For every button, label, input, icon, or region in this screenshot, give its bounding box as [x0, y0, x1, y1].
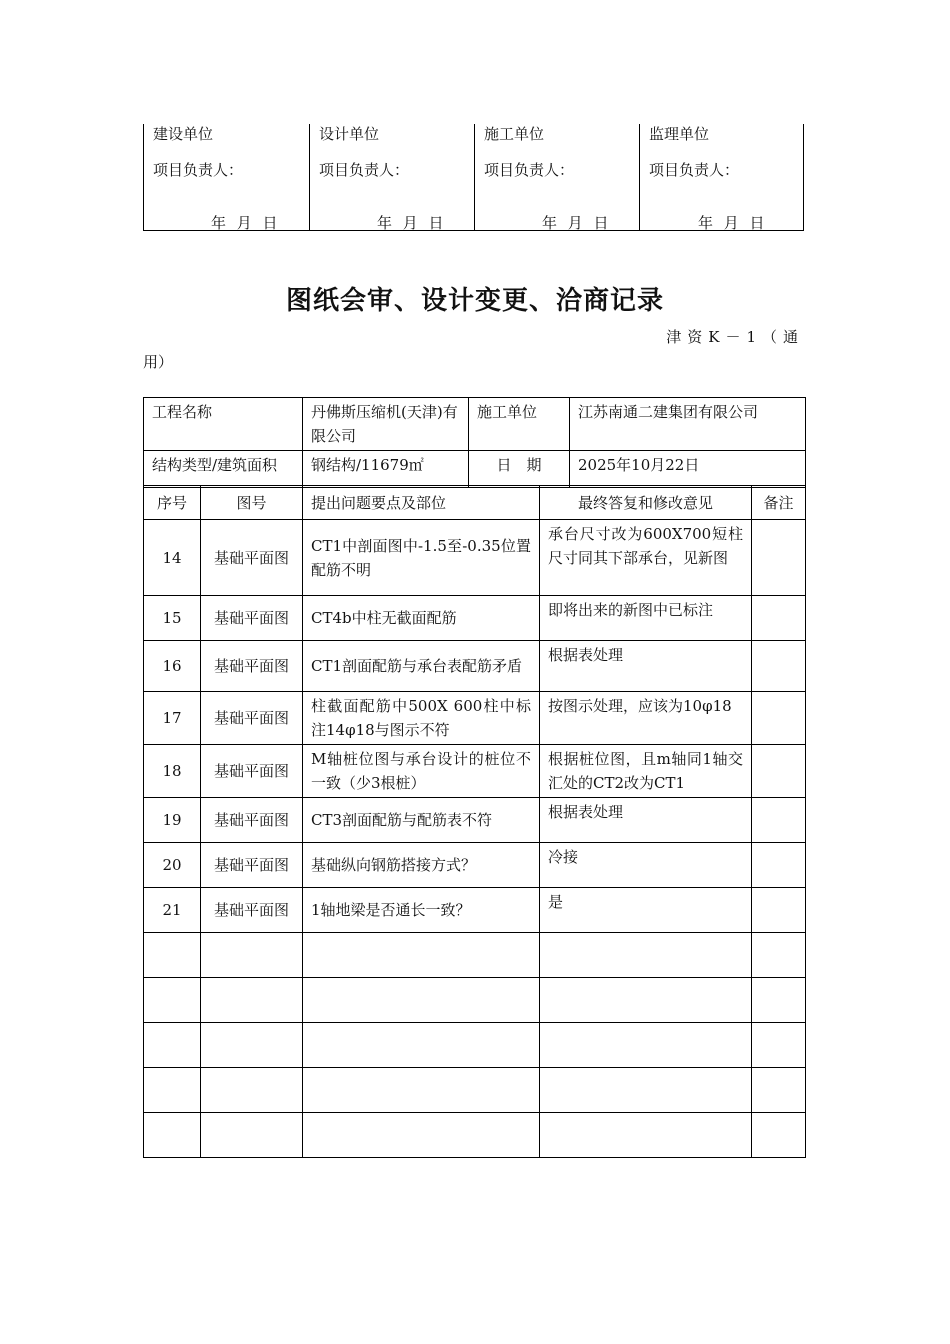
empty-cell	[303, 1023, 540, 1068]
drawing-number: 基础平面图	[201, 596, 303, 641]
project-name-value: 丹佛斯压缩机(天津)有限公司	[303, 398, 469, 451]
issue-text: CT4b中柱无截面配筋	[303, 596, 540, 641]
signature-unit: 施工单位	[484, 125, 545, 143]
column-header: 最终答复和修改意见	[540, 486, 752, 520]
empty-cell	[201, 1068, 303, 1113]
signature-date: 年 月 日	[542, 214, 609, 232]
empty-cell	[752, 933, 806, 978]
signature-leader: 项目负责人：	[484, 161, 575, 179]
note-text	[752, 798, 806, 843]
empty-cell	[540, 1068, 752, 1113]
table-row	[144, 520, 806, 596]
signature-date: 年 月 日	[211, 214, 278, 232]
structure-value: 钢结构/11679㎡	[303, 451, 469, 488]
table-row	[144, 888, 806, 933]
empty-row	[144, 1113, 806, 1158]
column-header: 图号	[201, 486, 303, 520]
empty-cell	[201, 1113, 303, 1158]
empty-cell	[144, 1068, 201, 1113]
table-row	[144, 641, 806, 692]
signature-column-contractor	[474, 124, 639, 230]
empty-cell	[540, 978, 752, 1023]
row-number: 15	[144, 596, 201, 641]
issue-text: CT3剖面配筋与配筋表不符	[303, 798, 540, 843]
issue-text: CT1剖面配筋与承台表配筋矛盾	[303, 641, 540, 692]
column-header: 备注	[752, 486, 806, 520]
issue-text: 1轴地梁是否通长一致？	[303, 888, 540, 933]
note-text	[752, 641, 806, 692]
drawing-number: 基础平面图	[201, 692, 303, 745]
empty-cell	[201, 933, 303, 978]
empty-cell	[144, 933, 201, 978]
drawing-number: 基础平面图	[201, 798, 303, 843]
form-number: 津资K－1（通	[666, 328, 804, 346]
empty-row	[144, 933, 806, 978]
signature-leader: 项目负责人：	[649, 161, 740, 179]
empty-cell	[144, 978, 201, 1023]
column-header: 提出问题要点及部位	[303, 486, 540, 520]
signature-date: 年 月 日	[698, 214, 765, 232]
date-value: 2025年10月22日	[570, 451, 806, 488]
table-row	[144, 798, 806, 843]
empty-cell	[752, 1113, 806, 1158]
table-row	[144, 596, 806, 641]
row-number: 17	[144, 692, 201, 745]
empty-cell	[540, 1023, 752, 1068]
note-text	[752, 520, 806, 596]
row-number: 21	[144, 888, 201, 933]
drawing-number: 基础平面图	[201, 520, 303, 596]
issue-text: 柱截面配筋中500X 600柱中标注14φ18与图示不符	[303, 692, 540, 745]
row-number: 20	[144, 843, 201, 888]
row-number: 18	[144, 745, 201, 798]
issue-text: CT1中剖面图中-1.5至-0.35位置配筋不明	[303, 520, 540, 596]
note-text	[752, 745, 806, 798]
empty-cell	[752, 1023, 806, 1068]
drawing-number: 基础平面图	[201, 745, 303, 798]
empty-cell	[303, 978, 540, 1023]
row-number: 19	[144, 798, 201, 843]
issue-text: 基础纵向钢筋搭接方式？	[303, 843, 540, 888]
table-row	[144, 692, 806, 745]
empty-cell	[540, 933, 752, 978]
signature-leader: 项目负责人：	[319, 161, 410, 179]
empty-cell	[201, 978, 303, 1023]
contractor-value: 江苏南通二建集团有限公司	[570, 398, 806, 451]
note-text	[752, 843, 806, 888]
empty-cell	[144, 1113, 201, 1158]
contractor-label: 施工单位	[469, 398, 570, 451]
reply-text: 根据表处理	[540, 798, 752, 843]
review-table	[143, 485, 806, 1158]
note-text	[752, 692, 806, 745]
reply-text: 根据桩位图，且m轴同1轴交汇处的CT2改为CT1	[540, 745, 752, 798]
signature-unit: 监理单位	[649, 125, 710, 143]
note-text	[752, 596, 806, 641]
drawing-number: 基础平面图	[201, 843, 303, 888]
empty-cell	[540, 1113, 752, 1158]
empty-row	[144, 1023, 806, 1068]
signature-leader: 项目负责人：	[153, 161, 244, 179]
reply-text: 即将出来的新图中已标注	[540, 596, 752, 641]
form-number-wrap: 用）	[143, 353, 174, 371]
reply-text: 根据表处理	[540, 641, 752, 692]
drawing-number: 基础平面图	[201, 641, 303, 692]
signature-column-supervisor	[639, 124, 803, 230]
row-number: 14	[144, 520, 201, 596]
empty-cell	[303, 933, 540, 978]
table-row	[144, 843, 806, 888]
signature-column-owner	[144, 124, 309, 230]
project-info-table	[143, 397, 806, 488]
empty-cell	[752, 1068, 806, 1113]
reply-text: 冷接	[540, 843, 752, 888]
issue-text: M轴桩位图与承台设计的桩位不一致（少3根桩）	[303, 745, 540, 798]
page-title: 图纸会审、设计变更、洽商记录	[285, 286, 664, 316]
reply-text: 承台尺寸改为600X700短柱尺寸同其下部承台，见新图	[540, 520, 752, 596]
note-text	[752, 888, 806, 933]
signature-column-designer	[309, 124, 474, 230]
column-header: 序号	[144, 486, 201, 520]
table-row	[144, 745, 806, 798]
reply-text: 按图示处理，应该为10φ18	[540, 692, 752, 745]
date-label: 日 期	[469, 451, 570, 488]
reply-text: 是	[540, 888, 752, 933]
empty-row	[144, 1068, 806, 1113]
empty-cell	[303, 1068, 540, 1113]
drawing-number: 基础平面图	[201, 888, 303, 933]
empty-cell	[752, 978, 806, 1023]
signature-date: 年 月 日	[377, 214, 444, 232]
empty-row	[144, 978, 806, 1023]
empty-cell	[144, 1023, 201, 1068]
empty-cell	[201, 1023, 303, 1068]
project-name-label: 工程名称	[144, 398, 303, 451]
structure-label: 结构类型/建筑面积	[144, 451, 303, 488]
signature-block	[143, 124, 804, 231]
row-number: 16	[144, 641, 201, 692]
signature-unit: 建设单位	[153, 125, 214, 143]
empty-cell	[303, 1113, 540, 1158]
table-header-row	[144, 486, 806, 520]
signature-unit: 设计单位	[319, 125, 380, 143]
